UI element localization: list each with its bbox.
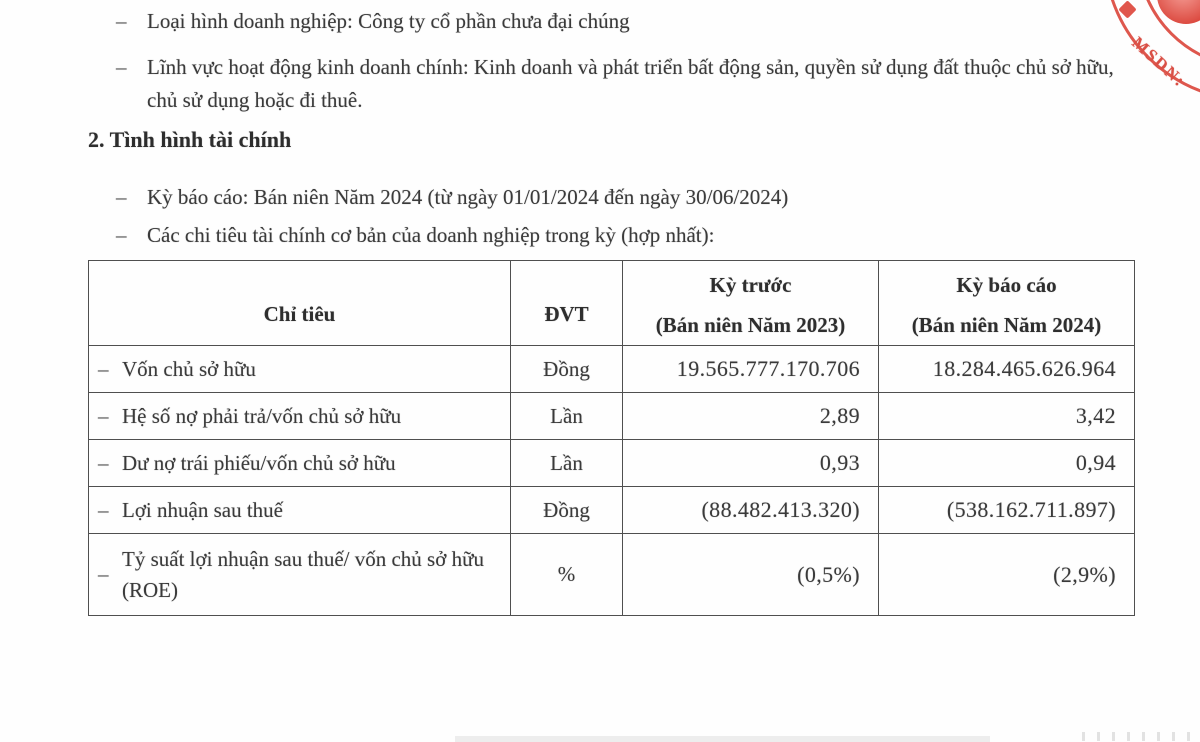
indicator-label: Tỷ suất lợi nhuận sau thuế/ vốn chủ sở hữu (ROE): [122, 546, 484, 602]
unit-cell: %: [511, 534, 623, 616]
table-row: [89, 393, 1135, 440]
table-header-row: [89, 261, 1135, 346]
dash-bullet: –: [116, 185, 127, 209]
scan-artifact-text-fragments: [1082, 732, 1198, 741]
dash-bullet: –: [116, 55, 127, 79]
prev-value-cell: 19.565.777.170.706: [623, 346, 879, 393]
unit-cell: Đồng: [511, 487, 623, 534]
bullet-text: Lĩnh vực hoạt động kinh doanh chính: Kinh doanh và phát triển bất động sản, quyền sử dụng đất thuộc chủ sở hữu, chủ sử dụng hoặc đi thuê.: [147, 55, 1114, 112]
col-header-indicator: Chỉ tiêu: [89, 261, 511, 346]
indicator-cell: [89, 393, 511, 440]
stamp-msdn-label: MSDN:: [1128, 33, 1190, 92]
curr-value-cell: (538.162.711.897): [879, 487, 1135, 534]
scan-artifact-bar: [455, 736, 990, 742]
header-line: Kỳ trước: [709, 273, 792, 297]
col-header-unit: ĐVT: [511, 261, 623, 346]
prev-value-cell: 2,89: [623, 393, 879, 440]
curr-value-cell: (2,9%): [879, 534, 1135, 616]
dash-bullet: –: [98, 450, 109, 475]
financial-table: [88, 260, 1135, 616]
dash-bullet: –: [116, 9, 127, 33]
prev-value-cell: (88.482.413.320): [623, 487, 879, 534]
header-line: (Bán niên Năm 2024): [911, 313, 1102, 337]
dash-bullet: –: [98, 562, 109, 586]
curr-value-cell: 3,42: [879, 393, 1135, 440]
indicator-label: Vốn chủ sở hữu: [122, 356, 256, 381]
table-row: [89, 346, 1135, 393]
bullet-text: Loại hình doanh nghiệp: Công ty cổ phần chưa đại chúng: [147, 9, 630, 33]
dash-bullet: –: [98, 356, 109, 381]
indicator-cell: [89, 346, 511, 393]
col-header-previous-period: [623, 261, 879, 346]
col-header-reporting-period: [879, 261, 1135, 346]
indicator-cell: [89, 440, 511, 487]
bullet-text: Kỳ báo cáo: Bán niên Năm 2024 (từ ngày 01/01/2024 đến ngày 30/06/2024): [147, 185, 789, 209]
curr-value-cell: 18.284.465.626.964: [879, 346, 1135, 393]
unit-cell: Lần: [511, 393, 623, 440]
header-line: Kỳ báo cáo: [956, 273, 1057, 297]
bullet-report-period: [116, 181, 1116, 214]
unit-cell: Đồng: [511, 346, 623, 393]
unit-cell: Lần: [511, 440, 623, 487]
bullet-company-type: [116, 5, 1126, 38]
bullet-business-field: [116, 51, 1128, 117]
bullet-table-intro: [116, 219, 1116, 252]
dash-bullet: –: [98, 497, 109, 522]
indicator-label: Lợi nhuận sau thuế: [122, 497, 283, 522]
indicator-label: Dư nợ trái phiếu/vốn chủ sở hữu: [122, 450, 396, 475]
header-line: (Bán niên Năm 2023): [655, 313, 846, 337]
indicator-label: Hệ số nợ phải trả/vốn chủ sở hữu: [122, 403, 402, 428]
table-row: [89, 487, 1135, 534]
prev-value-cell: (0,5%): [623, 534, 879, 616]
indicator-cell: [89, 534, 511, 616]
section-heading: 2. Tình hình tài chính: [88, 127, 292, 152]
indicator-cell: [89, 487, 511, 534]
dash-bullet: –: [98, 403, 109, 428]
table-row: [89, 440, 1135, 487]
table-row: [89, 534, 1135, 616]
curr-value-cell: 0,94: [879, 440, 1135, 487]
dash-bullet: –: [116, 223, 127, 247]
prev-value-cell: 0,93: [623, 440, 879, 487]
bullet-text: Các chi tiêu tài chính cơ bản của doanh nghiệp trong kỳ (hợp nhất):: [147, 223, 715, 247]
